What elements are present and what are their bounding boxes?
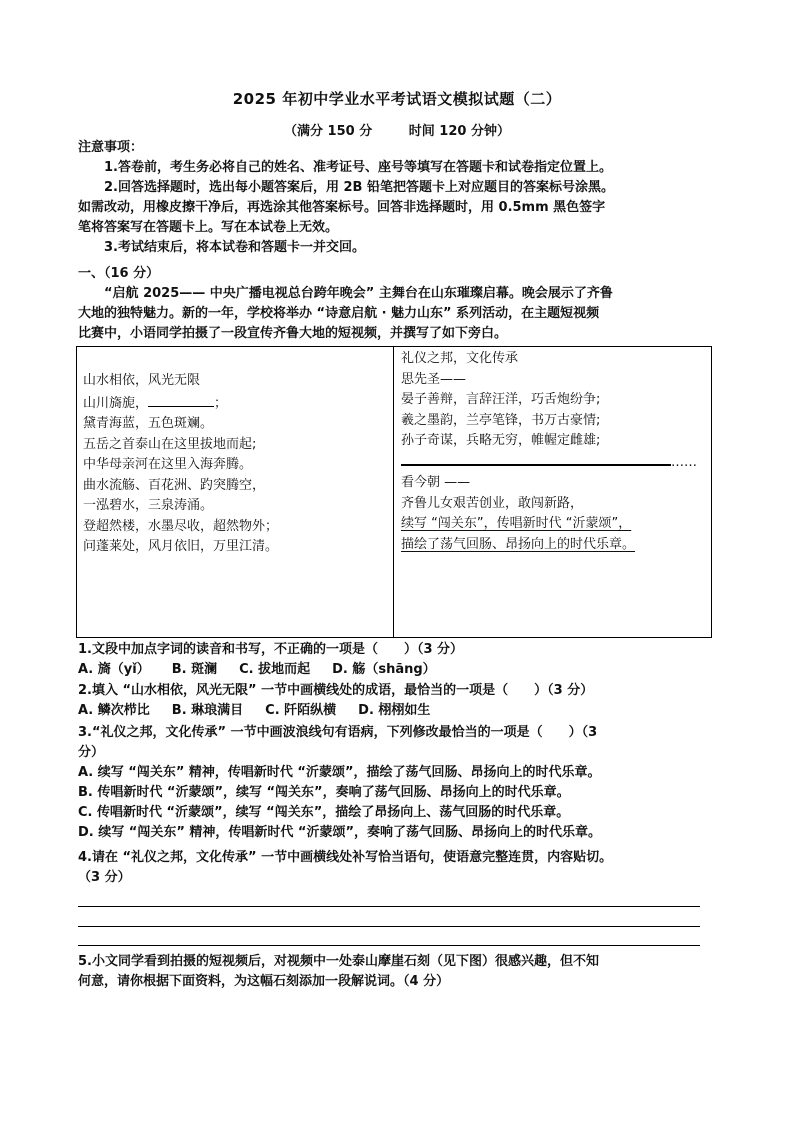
question-2-option-b[interactable]: B. 琳琅满目 bbox=[171, 703, 244, 718]
question-4 bbox=[78, 848, 728, 888]
narration-box bbox=[76, 346, 712, 638]
narration-left-line: 问蓬莱处，风月依旧，万里江清。 bbox=[83, 539, 279, 554]
question-3-option-a[interactable]: A. 续写 “闯关东” 精神，传唱新时代 “沂蒙颂”，描绘了荡气回肠、昂扬向上的时代乐章。 bbox=[78, 765, 601, 780]
column-divider bbox=[393, 347, 394, 637]
question-1-options bbox=[78, 660, 728, 680]
notice-section bbox=[78, 138, 724, 258]
question-2-stem: 2.填入 “山水相依，风光无限” 一节中画横线处的成语，最恰当的一项是（ ）（3 分） bbox=[78, 683, 594, 698]
question-2-options bbox=[78, 701, 728, 721]
question-1-option-d[interactable]: D. 觞（shāng） bbox=[332, 662, 436, 677]
question-3-option-d[interactable]: D. 续写 “闯关东” 精神，传唱新时代 “沂蒙颂”，奏响了荡气回肠、昂扬向上的时代乐章。 bbox=[78, 825, 602, 840]
narration-left-line: 黛青海蓝，五色斑斓。 bbox=[83, 416, 214, 431]
section-1-heading: 一、（16 分） bbox=[78, 266, 160, 281]
notice-item-3: 3.考试结束后，将本试卷和答题卡一并交回。 bbox=[104, 240, 365, 255]
narration-right-line: 礼仪之邦，文化传承 bbox=[401, 351, 519, 366]
narration-left-line: 登超然楼，水墨尽收，超然物外； bbox=[83, 518, 279, 534]
answer-line-1[interactable] bbox=[78, 906, 700, 907]
fill-blank-1[interactable] bbox=[148, 392, 214, 407]
question-2-option-c[interactable]: C. 阡陌纵横 bbox=[265, 703, 337, 718]
narration-left-line: 曲水流觞、百花洲、趵突腾空， bbox=[83, 477, 266, 493]
narration-left-column bbox=[83, 371, 388, 558]
question-4-stem-line-2: （3 分） bbox=[78, 870, 131, 885]
narration-left-line: 山水相依，风光无限 bbox=[83, 373, 201, 388]
question-3-stem-line-1: 3.“礼仪之邦，文化传承” 一节中画波浪线句有语病，下列修改最恰当的一项是（ ）（3 bbox=[78, 725, 598, 740]
narration-right-line: 羲之墨韵，兰亭笔锋，书万古豪情; bbox=[401, 412, 601, 428]
exam-time: 时间 120 分钟） bbox=[408, 124, 510, 139]
narration-left-line: 一泓碧水，三泉涛涌。 bbox=[83, 498, 214, 513]
narration-left-line-blank bbox=[83, 392, 388, 415]
narration-right-line: 孙子奇谋，兵略无穷，帷幄定雌雄; bbox=[401, 433, 601, 448]
question-1-stem: 1.文段中加点字词的读音和书写，不正确的一项是（ ）（3 分） bbox=[78, 642, 464, 657]
question-5-stem-line-1: 5.小文同学看到拍摄的短视频后，对视频中一处泰山摩崖石刻（见下图）很感兴趣，但不知 bbox=[78, 954, 599, 969]
full-score: （满分 150 分 bbox=[284, 124, 373, 139]
notice-heading: 注意事项： bbox=[78, 140, 144, 155]
question-4-stem-line-1: 4.请在 “礼仪之邦，文化传承” 一节中画横线处补写恰当语句，使语意完整连贯，内容贴切。 bbox=[78, 850, 613, 865]
question-2-option-d[interactable]: D. 栩栩如生 bbox=[358, 703, 431, 718]
narration-left-text: ； bbox=[214, 395, 228, 411]
notice-item-1: 1.答卷前，考生务必将自己的姓名、准考证号、座号等填写在答题卡和试卷指定位置上。 bbox=[104, 160, 612, 175]
narration-right-line-blank bbox=[401, 452, 706, 474]
wavy-sentence-line-1: 续写 “闯关东”，传唱新时代 “沂蒙颂”， bbox=[401, 516, 632, 531]
question-3-stem-line-2: 分） bbox=[78, 745, 105, 760]
narration-right-text: …… bbox=[671, 454, 697, 470]
narration-left-line: 五岳之首泰山在这里拔地而起; bbox=[83, 436, 257, 452]
question-5-stem-line-2: 何意，请你根据下面资料，为这幅石刻添加一段解说词。（4 分） bbox=[78, 974, 450, 989]
section-1-intro-line-3: 比赛中，小语同学拍摄了一段宣传齐鲁大地的短视频，并撰写了如下旁白。 bbox=[78, 326, 508, 341]
question-3-option-b[interactable]: B. 传唱新时代 “沂蒙颂”，续写 “闯关东”，奏响了荡气回肠、昂扬向上的时代乐章。 bbox=[78, 785, 570, 800]
wavy-sentence-line-2: 描绘了荡气回肠、昂扬向上的时代乐章。 bbox=[401, 536, 636, 552]
question-1-option-b[interactable]: B. 斑澜 bbox=[171, 662, 218, 677]
notice-item-2-line-1: 2.回答选择题时，选出每小题答案后，用 2B 铅笔把答题卡上对应题目的答案标号涂黑。 bbox=[104, 180, 614, 195]
section-1-intro-line-1: “启航 2025—— 中央广播电视总台跨年晚会” 主舞台在山东璀璨启幕。晚会展示了齐鲁 bbox=[104, 286, 613, 301]
narration-left-text: 山川旖旎， bbox=[83, 395, 149, 411]
narration-left-line: 中华母亲河在这里入海奔腾。 bbox=[83, 457, 253, 472]
question-2 bbox=[78, 681, 728, 721]
answer-line-3[interactable] bbox=[78, 945, 700, 946]
answer-line-2[interactable] bbox=[78, 926, 700, 927]
question-3 bbox=[78, 723, 728, 843]
exam-subtitle bbox=[0, 120, 794, 139]
section-1 bbox=[78, 264, 724, 344]
question-3-option-c[interactable]: C. 传唱新时代 “沂蒙颂”，续写 “闯关东”，描绘了昂扬向上、荡气回肠的时代乐章。 bbox=[78, 805, 570, 820]
narration-right-column bbox=[401, 349, 706, 555]
notice-item-2-line-3: 笔将答案写在答题卡上。写在本试卷上无效。 bbox=[78, 220, 339, 235]
question-1-option-c[interactable]: C. 拔地而起 bbox=[239, 662, 311, 677]
question-1-option-a[interactable]: A. 旖（yǐ） bbox=[78, 662, 150, 677]
narration-right-line: 齐鲁儿女艰苦创业，敢闯新路， bbox=[401, 495, 584, 511]
question-5 bbox=[78, 952, 728, 992]
narration-right-line: 看今朝 —— bbox=[401, 475, 471, 490]
fill-blank-2[interactable] bbox=[401, 452, 671, 466]
question-1 bbox=[78, 640, 728, 680]
exam-title: 2025 年初中学业水平考试语文模拟试题（二） bbox=[232, 90, 562, 108]
section-1-intro-line-2: 大地的独特魅力。新的一年，学校将举办 “诗意启航 · 魅力山东” 系列活动，在主题短视频 bbox=[78, 306, 600, 321]
narration-right-line: 思先圣—— bbox=[401, 371, 467, 387]
narration-right-line: 晏子善辩，言辞汪洋，巧舌炮纷争; bbox=[401, 392, 601, 407]
notice-item-2-line-2: 如需改动，用橡皮擦干净后，再选涂其他答案标号。回答非选择题时，用 0.5mm 黑色签字 bbox=[78, 200, 606, 215]
question-2-option-a[interactable]: A. 鳞次栉比 bbox=[78, 703, 150, 718]
